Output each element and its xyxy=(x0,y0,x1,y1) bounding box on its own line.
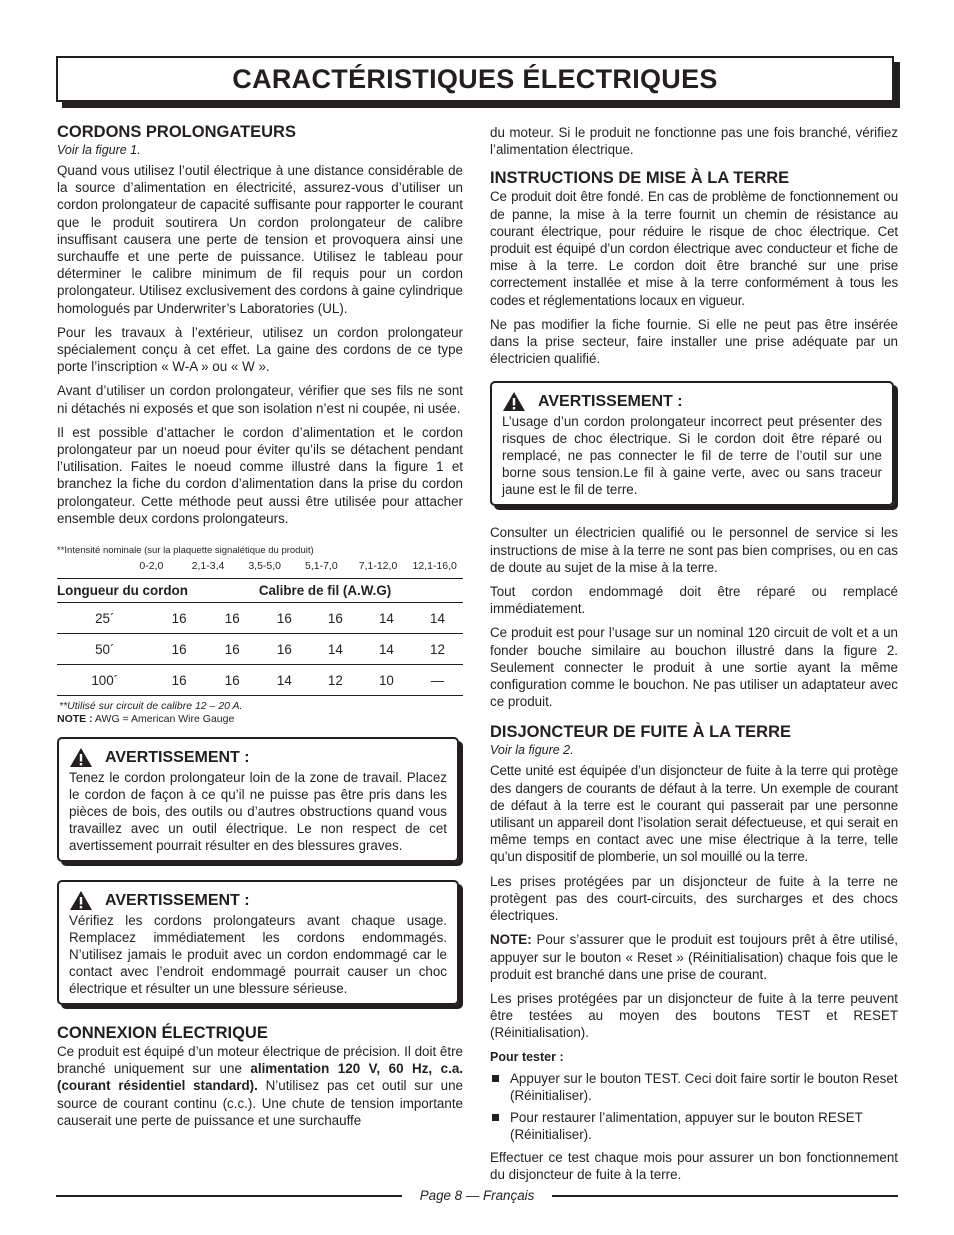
warning-triangle-icon xyxy=(69,890,93,911)
see-figure-2: Voir la figure 2. xyxy=(490,743,574,758)
table-note: **Intensité nominale (sur la plaquette signalétique du produit) xyxy=(57,545,314,557)
gfci-p3: Les prises protégées par un disjoncteur de fuite à la terre peuvent être testées au moyen des boutons TEST et RESET (Réinitialisation). xyxy=(490,990,898,1041)
cordons-p4: Il est possible d’attacher le cordon d’alimentation et le cordon prolongateur par un noeud pour éviter qu’ils se détachent pendant l’utilisation. Faites le noeud comme illustré dans la figure 1 et branchez la fiche du cordon d’alimentation dans la prise du cordon prolongateur. Cette méthode peut aussi être utilisée pour attacher ensemble deux cordons prolongateurs. xyxy=(57,424,463,526)
cell: 14 xyxy=(412,603,463,634)
warning-text: L’usage d’un cordon prolongateur incorrect peut présenter des risques de choc électrique. Si le cordon doit être réparé ou remplacé, ne pas connecter le fil de terre de l’outil sur une borne sous tension.Le fil à gaine verte, avec ou sans traceur jaune est le fil de terre. xyxy=(502,414,882,498)
note-text: Pour s’assurer que le produit est toujours prêt à être utilisé, appuyer sur le bouton « Reset » (Réinitialisation) chaque fois que le produit est branché dans une prise de courant. xyxy=(490,932,898,982)
amps-4: 7,1-12,0 xyxy=(358,560,398,573)
terre-p4: Tout cordon endommagé doit être réparé ou remplacé immédiatement. xyxy=(490,584,898,617)
warning-box-3 xyxy=(490,381,894,506)
warning-text: Tenez le cordon prolongateur loin de la zone de travail. Placez le cordon de façon à ce qu’il ne puisse pas être pris dans les pièces de bois, des outils ou d’autres obstructions quand vous travaillez avec un outil électrique. Le non respect de cet avertissement pourrait résulter en des blessures graves. xyxy=(69,770,447,854)
cell: 14 xyxy=(361,603,412,634)
cell: 12 xyxy=(310,665,361,696)
text-run: Ce produit est équipé d’un moteur électrique de précision. Il doit être branché uniquement sur une xyxy=(57,1044,463,1077)
cell: 14 xyxy=(361,634,412,665)
heading-cordons: CORDONS PROLONGATEURS xyxy=(57,123,296,141)
cell: 16 xyxy=(310,603,361,634)
amps-2: 3,5-5,0 xyxy=(248,560,282,573)
list-item: Appuyer sur le bouton TEST. Ceci doit faire sortir le bouton Reset (Réinitialiser). xyxy=(490,1070,898,1104)
text-run: N’utilisez pas cet outil sur une source de courant continu (c.c.). Une chute de tension importante causerait une perte de puissance et une surchauffe xyxy=(57,1078,464,1128)
amps-1: 2,1-3,4 xyxy=(191,560,225,573)
gfci-p2: Les prises protégées par un disjoncteur de fuite à la terre ne protègent pas des court-circuits, des surcharges et des chocs électriques. xyxy=(490,873,898,924)
table-note-awg xyxy=(57,713,463,725)
bold-run: alimentation 120 V, 60 Hz, c.a. (courant résidentiel standard). xyxy=(57,1061,463,1094)
amps-header xyxy=(57,560,463,572)
cordons-p3: Avant d’utiliser un cordon prolongateur, vérifier que ses fils ne sont ni détachés ni exposés et que son isolation n’est ni coupée, ni usée. xyxy=(57,383,463,416)
gfci-p4: Effectuer ce test chaque mois pour assurer un bon fonctionnement du disjoncteur de fuite à la terre. xyxy=(490,1149,898,1182)
note-text: AWG = American Wire Gauge xyxy=(92,713,235,726)
page-title-box xyxy=(56,56,894,102)
gfci-note xyxy=(490,931,898,983)
terre-p3: Consulter un électricien qualifié ou le personnel de service si les instructions de mise à la terre ne sont pas bien comprises, ou en cas de doute au sujet de la mise à la terre. xyxy=(490,525,898,575)
warning-box-2 xyxy=(57,880,459,1005)
cont-p: du moteur. Si le produit ne fonctionne pas une fois branché, vérifiez l’alimentation électrique. xyxy=(490,125,898,158)
amps-0: 0-2,0 xyxy=(139,560,164,573)
cell: 16 xyxy=(153,665,206,696)
table-row xyxy=(57,603,463,634)
cell: 16 xyxy=(153,634,206,665)
test-label: Pour tester : xyxy=(490,1049,564,1064)
left-column xyxy=(57,122,463,1136)
warning-text: Vérifiez les cordons prolongateurs avant chaque usage. Remplacez immédiatement les cordons endommagés. N’utilisez jamais le produit avec un cordon endommagé car le contact avec l’endroit endommagé pourrait causer un choc électrique et résulter un une blessure sérieuse. xyxy=(69,913,447,997)
cordons-p2: Pour les travaux à l’extérieur, utilisez un cordon prolongateur spécialement conçu à cet effet. La gaine des cordons de ce type porte l’inscription « W-A » ou « W ». xyxy=(57,324,463,375)
connexion-p xyxy=(57,1043,463,1129)
amps-3: 5,1-7,0 xyxy=(305,560,338,573)
gfci-p1: Cette unité est équipée d’un disjoncteur de fuite à la terre qui protège des dangers de courants de défaut à la terre. Un exemple de courant de défaut à la terre est le courant qui passerait par une personne utilisant un appareil dont l’isolation serait défectueuse, et qui serait en même temps en contact avec une mise électrique à la terre, telle qu’un dispositif de plomberie, un sol mouillé ou la terre. xyxy=(490,763,898,865)
cell: 16 xyxy=(206,634,259,665)
note-label: NOTE: xyxy=(490,932,532,948)
cell: 50´ xyxy=(57,634,153,665)
list-item: Pour restaurer l’alimentation, appuyer sur le bouton RESET (Réinitialiser). xyxy=(490,1109,898,1143)
test-steps xyxy=(490,1070,898,1143)
col-gauge: Calibre de fil (A.W.G) xyxy=(259,579,463,603)
cell: 14 xyxy=(259,665,310,696)
warning-triangle-icon xyxy=(69,747,93,768)
footer-rule-right xyxy=(552,1195,898,1197)
cell: 25´ xyxy=(57,603,153,634)
cell: 16 xyxy=(206,603,259,634)
cell: 14 xyxy=(310,634,361,665)
cell: 16 xyxy=(206,665,259,696)
right-column xyxy=(490,124,898,1190)
cell: 10 xyxy=(361,665,412,696)
table-row xyxy=(57,634,463,665)
warning-triangle-icon xyxy=(502,391,526,412)
table-footnote: **Utilisé sur circuit de calibre 12 – 20 A. xyxy=(59,700,243,713)
terre-p5: Ce produit est pour l’usage sur un nominal 120 circuit de volt et a un fonder bouche similaire au bouchon illustré dans la figure 2. Seulement connecter le produit à une sortie ayant la même configuration comme le bouchon. Ne pas utiliser un adaptateur avec ce produit. xyxy=(490,625,898,710)
cordons-p1: Quand vous utilisez l’outil électrique à une distance considérable de la source d’alimentation en électricité, assurez-vous d’utiliser un cordon prolongateur de capacité suffisante pour rapporter le courant que le produit soutirera Un cordon prolongateur de calibre insuffisant causera une perte de tension et provoquera ainsi une surchauffe et une perte de puissance. Utilisez le tableau pour déterminer le calibre minimum de fil requis pour un cordon prolongateur. Utilisez exclusivement des cordons à gaine cylindrique homologués par Underwriter’s Laboratories (UL). xyxy=(57,163,463,316)
page-footer xyxy=(56,1188,898,1203)
footer-rule-left xyxy=(56,1195,402,1197)
cell: 12 xyxy=(412,634,463,665)
note-label: NOTE : xyxy=(57,713,93,726)
terre-p2: Ne pas modifier la fiche fournie. Si elle ne peut pas être insérée dans la prise secteur, faire installer une prise adéquate par un électricien qualifié. xyxy=(490,316,898,367)
table-row xyxy=(57,665,463,696)
terre-p1: Ce produit doit être fondé. En cas de problème de fonctionnement ou de panne, la mise à la terre fournit un chemin de résistance au courant électrique, pour réduire le risque de choc électrique. Cet produit est équipé d’un cordon électrique avec conducteur et fiche de mise à la terre. Le cordon doit être branché sur une prise correctement installée et mise à la terre conformément à tous les codes et réglementations locaux en vigueur. xyxy=(490,189,898,308)
see-figure-1: Voir la figure 1. xyxy=(57,143,141,157)
heading-terre: INSTRUCTIONS DE MISE À LA TERRE xyxy=(490,169,790,188)
amps-5: 12,1-16,0 xyxy=(412,560,457,573)
cell: 16 xyxy=(259,634,310,665)
warning-title: AVERTISSEMENT : xyxy=(105,748,250,766)
cell: 16 xyxy=(259,603,310,634)
cell: 100´ xyxy=(57,665,153,696)
page-number: Page 8 — Français xyxy=(419,1188,535,1203)
warning-title: AVERTISSEMENT : xyxy=(105,891,250,909)
warning-box-1 xyxy=(57,737,459,862)
col-length: Longueur du cordon xyxy=(57,579,259,603)
cell: 16 xyxy=(153,603,206,634)
page-title: CARACTÉRISTIQUES ÉLECTRIQUES xyxy=(232,63,718,94)
heading-gfci: DISJONCTEUR DE FUITE À LA TERRE xyxy=(490,723,791,742)
wire-gauge-table xyxy=(57,578,463,696)
heading-connexion: CONNEXION ÉLECTRIQUE xyxy=(57,1024,268,1043)
cell: — xyxy=(412,665,463,696)
warning-title: AVERTISSEMENT : xyxy=(538,392,683,410)
